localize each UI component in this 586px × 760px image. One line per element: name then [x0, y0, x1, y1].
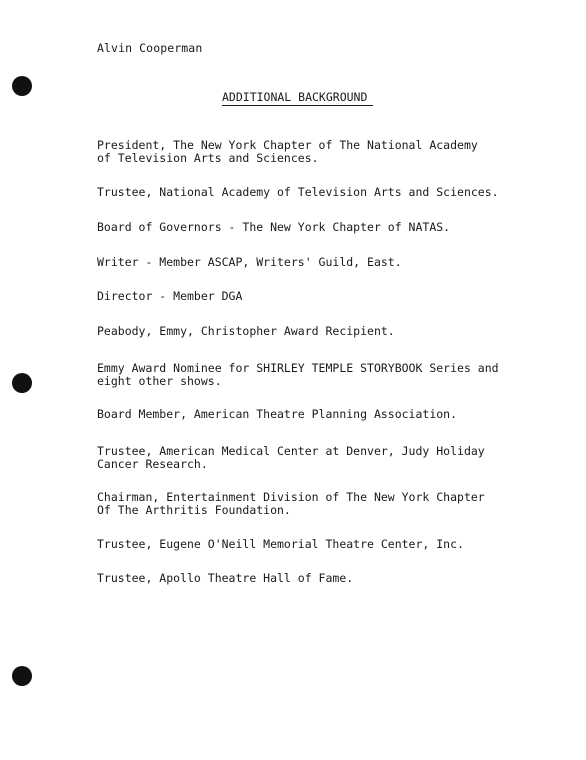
list-item: Trustee, National Academy of Television Arts and Sciences. — [97, 185, 499, 199]
punch-hole — [12, 666, 32, 686]
list-item: Director - Member DGA — [97, 289, 243, 303]
punch-hole — [12, 76, 32, 96]
list-item: Board of Governors - The New York Chapter of NATAS. — [97, 220, 451, 234]
header-name: Alvin Cooperman — [97, 41, 203, 55]
list-item: Board Member, American Theatre Planning Association. — [97, 407, 458, 421]
list-item: President, The New York Chapter of The National Academy of Television Arts and Sciences. — [97, 138, 478, 165]
punch-hole — [12, 373, 32, 393]
document-title: ADDITIONAL BACKGROUND — [222, 90, 373, 106]
list-item: Chairman, Entertainment Division of The New York Chapter Of The Arthritis Foundation. — [97, 490, 485, 517]
list-item: Writer - Member ASCAP, Writers' Guild, East. — [97, 255, 402, 269]
list-item: Trustee, Apollo Theatre Hall of Fame. — [97, 571, 354, 585]
list-item: Trustee, Eugene O'Neill Memorial Theatre Center, Inc. — [97, 537, 464, 551]
list-item: Peabody, Emmy, Christopher Award Recipient. — [97, 324, 395, 338]
list-item: Emmy Award Nominee for SHIRLEY TEMPLE STORYBOOK Series and eight other shows. — [97, 361, 499, 388]
list-item: Trustee, American Medical Center at Denver, Judy Holiday Cancer Research. — [97, 444, 485, 471]
